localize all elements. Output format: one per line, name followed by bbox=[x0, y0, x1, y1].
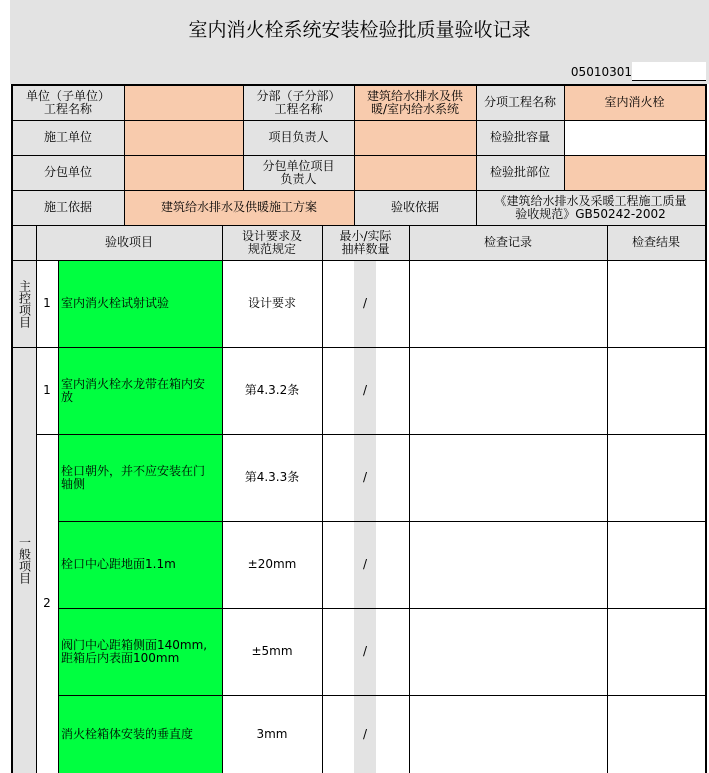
spec-cell: 第4.3.2条 bbox=[244, 383, 300, 397]
item-cell: 消火栓箱体安装的垂直度 bbox=[58, 695, 222, 773]
batch-part-label: 检验批部位 bbox=[476, 155, 564, 190]
header-sample: 最小/实际 抽样数量 bbox=[322, 225, 409, 260]
grid-line bbox=[11, 84, 706, 86]
item-cell: 阀门中心距箱侧面140mm, 距箱后内表面100mm bbox=[58, 608, 222, 695]
grid-line bbox=[36, 225, 37, 773]
grid-line bbox=[12, 260, 705, 261]
row-number: 2 bbox=[43, 596, 51, 610]
section-column-header bbox=[12, 225, 36, 260]
record-code: 05010301 bbox=[570, 64, 632, 79]
general-section-label: 一般项目 bbox=[17, 536, 32, 584]
item-cell: 室内消火栓水龙带在箱内安 放 bbox=[58, 347, 222, 434]
grid-line bbox=[409, 225, 410, 773]
sample-cell[interactable]: / bbox=[354, 695, 376, 773]
project-manager-label: 项目负责人 bbox=[243, 120, 354, 155]
grid-line bbox=[705, 84, 707, 773]
grid-line bbox=[354, 85, 355, 225]
construction-unit-label: 施工单位 bbox=[12, 120, 124, 155]
spec-cell: 3mm bbox=[256, 726, 288, 741]
sample-cell[interactable]: / bbox=[354, 434, 376, 521]
unit-name-label: 单位（子单位） 工程名称 bbox=[12, 85, 124, 120]
unit-name-value[interactable] bbox=[124, 85, 243, 120]
sub-manager-label: 分包单位项目 负责人 bbox=[243, 155, 354, 190]
grid-line bbox=[58, 608, 705, 609]
grid-line bbox=[476, 85, 477, 225]
grid-line bbox=[12, 190, 705, 191]
header-spec: 设计要求及 规范规定 bbox=[222, 225, 322, 260]
batch-part-value[interactable] bbox=[564, 155, 705, 190]
construction-basis-value[interactable]: 建筑给水排水及供暖施工方案 bbox=[124, 190, 354, 225]
grid-line bbox=[12, 120, 705, 121]
row-number: 1 bbox=[43, 383, 51, 397]
code-input[interactable] bbox=[632, 62, 706, 81]
sample-cell[interactable]: / bbox=[354, 347, 376, 434]
division-value[interactable]: 建筑给水排水及供 暖/室内给水系统 bbox=[354, 85, 476, 120]
grid-line bbox=[564, 85, 565, 190]
acceptance-basis-label: 验收依据 bbox=[354, 190, 476, 225]
acceptance-basis-value: 《建筑给水排水及采暖工程施工质量 验收规范》GB50242-2002 bbox=[476, 190, 705, 225]
project-manager-value[interactable] bbox=[354, 120, 476, 155]
subcontractor-value[interactable] bbox=[124, 155, 243, 190]
grid-line bbox=[58, 260, 59, 773]
grid-line bbox=[12, 347, 705, 348]
row-number: 1 bbox=[43, 296, 51, 310]
subitem-label: 分项工程名称 bbox=[476, 85, 564, 120]
grid-line bbox=[12, 155, 705, 156]
header-item: 验收项目 bbox=[36, 225, 222, 260]
grid-line bbox=[222, 225, 223, 773]
header-result: 检查结果 bbox=[607, 225, 705, 260]
sample-cell[interactable]: / bbox=[354, 260, 376, 347]
spec-cell: 设计要求 bbox=[247, 296, 296, 310]
spec-cell: 第4.3.3条 bbox=[244, 470, 300, 484]
spec-cell: ±5mm bbox=[251, 644, 293, 658]
batch-capacity-value[interactable] bbox=[564, 120, 705, 155]
grid-line bbox=[12, 225, 705, 226]
grid-line bbox=[124, 85, 125, 225]
sample-cell[interactable]: / bbox=[354, 608, 376, 695]
header-record: 检查记录 bbox=[409, 225, 607, 260]
division-label: 分部（子分部） 工程名称 bbox=[243, 85, 354, 120]
subcontractor-label: 分包单位 bbox=[12, 155, 124, 190]
spec-cell: ±20mm bbox=[247, 557, 297, 571]
grid-line bbox=[11, 84, 13, 773]
grid-line bbox=[322, 225, 323, 773]
page-title: 室内消火栓系统安装检验批质量验收记录 bbox=[188, 18, 531, 41]
batch-capacity-label: 检验批容量 bbox=[476, 120, 564, 155]
grid-line bbox=[58, 521, 705, 522]
main-section-label: 主控项目 bbox=[17, 279, 32, 328]
construction-basis-label: 施工依据 bbox=[12, 190, 124, 225]
item-cell: 室内消火栓试射试验 bbox=[58, 260, 222, 347]
grid-line bbox=[58, 695, 705, 696]
sub-manager-value[interactable] bbox=[354, 155, 476, 190]
subitem-value[interactable]: 室内消火栓 bbox=[564, 85, 705, 120]
sample-cell[interactable]: / bbox=[354, 521, 376, 608]
item-cell: 栓口中心距地面1.1m bbox=[58, 521, 222, 608]
construction-unit-value[interactable] bbox=[124, 120, 243, 155]
item-cell: 栓口朝外，并不应安装在门 轴侧 bbox=[58, 434, 222, 521]
grid-line bbox=[243, 85, 244, 190]
grid-line bbox=[607, 225, 608, 773]
grid-line bbox=[36, 434, 705, 435]
